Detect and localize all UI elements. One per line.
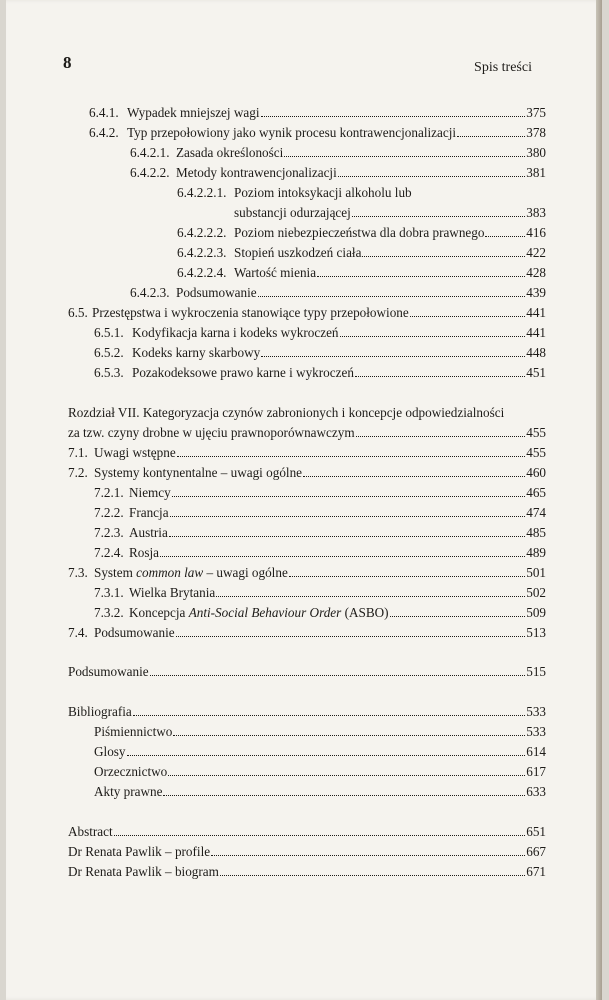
- book-page: [6, 0, 602, 1000]
- toc-entry[interactable]: 6.4.2.2.2. Poziom niebezpieczeństwa dla dobra prawnego 416: [177, 225, 546, 240]
- toc-entry[interactable]: 7.2. Systemy kontynentalne – uwagi ogólne 460: [68, 465, 546, 480]
- toc-entry[interactable]: 6.4.2.1. Zasada określoności 380: [130, 145, 546, 160]
- chapter-heading-line1[interactable]: Rozdział VII. Kategoryzacja czynów zabronionych i koncepcje odpowiedzialności: [68, 405, 505, 420]
- toc-entry[interactable]: Orzecznictwo 617: [94, 764, 546, 779]
- toc-entry[interactable]: 6.4.2.2. Metody kontrawencjonalizacji 381: [130, 165, 546, 180]
- toc-entry[interactable]: 7.2.1. Niemcy 465: [94, 485, 546, 500]
- toc-entry[interactable]: 6.4.2. Typ przepołowiony jako wynik procesu kontrawencjonalizacji 378: [89, 125, 546, 140]
- page-edge: [596, 0, 602, 1000]
- page-number: 8: [63, 53, 72, 72]
- toc-entry-summary[interactable]: Podsumowanie 515: [68, 664, 546, 679]
- toc-entry-abstract[interactable]: Abstract 651: [68, 824, 546, 839]
- toc-entry[interactable]: Piśmiennictwo 533: [94, 724, 546, 739]
- toc-entry-biogram[interactable]: Dr Renata Pawlik – biogram 671: [68, 864, 546, 879]
- toc-entry[interactable]: Glosy 614: [94, 744, 546, 759]
- toc-entry[interactable]: 6.5.3. Pozakodeksowe prawo karne i wykroczeń 451: [94, 365, 546, 380]
- toc-entry[interactable]: 7.2.2. Francja 474: [94, 505, 546, 520]
- toc-entry[interactable]: 7.4. Podsumowanie 513: [68, 625, 546, 640]
- toc-entry-bibliography[interactable]: Bibliografia 533: [68, 704, 546, 719]
- toc-entry[interactable]: 6.5. Przestępstwa i wykroczenia stanowiące typy przepołowione 441: [68, 305, 546, 320]
- toc-entry[interactable]: 6.4.1. Wypadek mniejszej wagi 375: [89, 105, 546, 120]
- toc-entry[interactable]: 6.4.2.2.4. Wartość mienia 428: [177, 265, 546, 280]
- toc-entry[interactable]: 7.3.1. Wielka Brytania 502: [94, 585, 546, 600]
- toc-entry[interactable]: 6.5.1. Kodyfikacja karna i kodeks wykroczeń 441: [94, 325, 546, 340]
- toc-entry[interactable]: 6.5.2. Kodeks karny skarbowy 448: [94, 345, 546, 360]
- running-head: Spis treści: [474, 60, 532, 75]
- toc-entry[interactable]: 7.3. System common law – uwagi ogólne 501: [68, 565, 546, 580]
- toc-entry-line1[interactable]: 6.4.2.2.1. Poziom intoksykacji alkoholu lub: [177, 185, 412, 200]
- chapter-heading[interactable]: za tzw. czyny drobne w ujęciu prawnoporównawczym 455: [68, 425, 546, 440]
- toc-entry[interactable]: 6.4.2.2.3. Stopień uszkodzeń ciała 422: [177, 245, 546, 260]
- toc-entry[interactable]: 7.1. Uwagi wstępne 455: [68, 445, 546, 460]
- toc-entry[interactable]: substancji odurzającej 383: [234, 205, 546, 220]
- toc-entry[interactable]: 6.4.2.3. Podsumowanie 439: [130, 285, 546, 300]
- toc-entry[interactable]: 7.2.3. Austria 485: [94, 525, 546, 540]
- toc-entry[interactable]: 7.3.2. Koncepcja Anti-Social Behaviour Order (ASBO) 509: [94, 605, 546, 620]
- toc-entry[interactable]: 7.2.4. Rosja 489: [94, 545, 546, 560]
- toc-entry-profile[interactable]: Dr Renata Pawlik – profile 667: [68, 844, 546, 859]
- toc-entry[interactable]: Akty prawne 633: [94, 784, 546, 799]
